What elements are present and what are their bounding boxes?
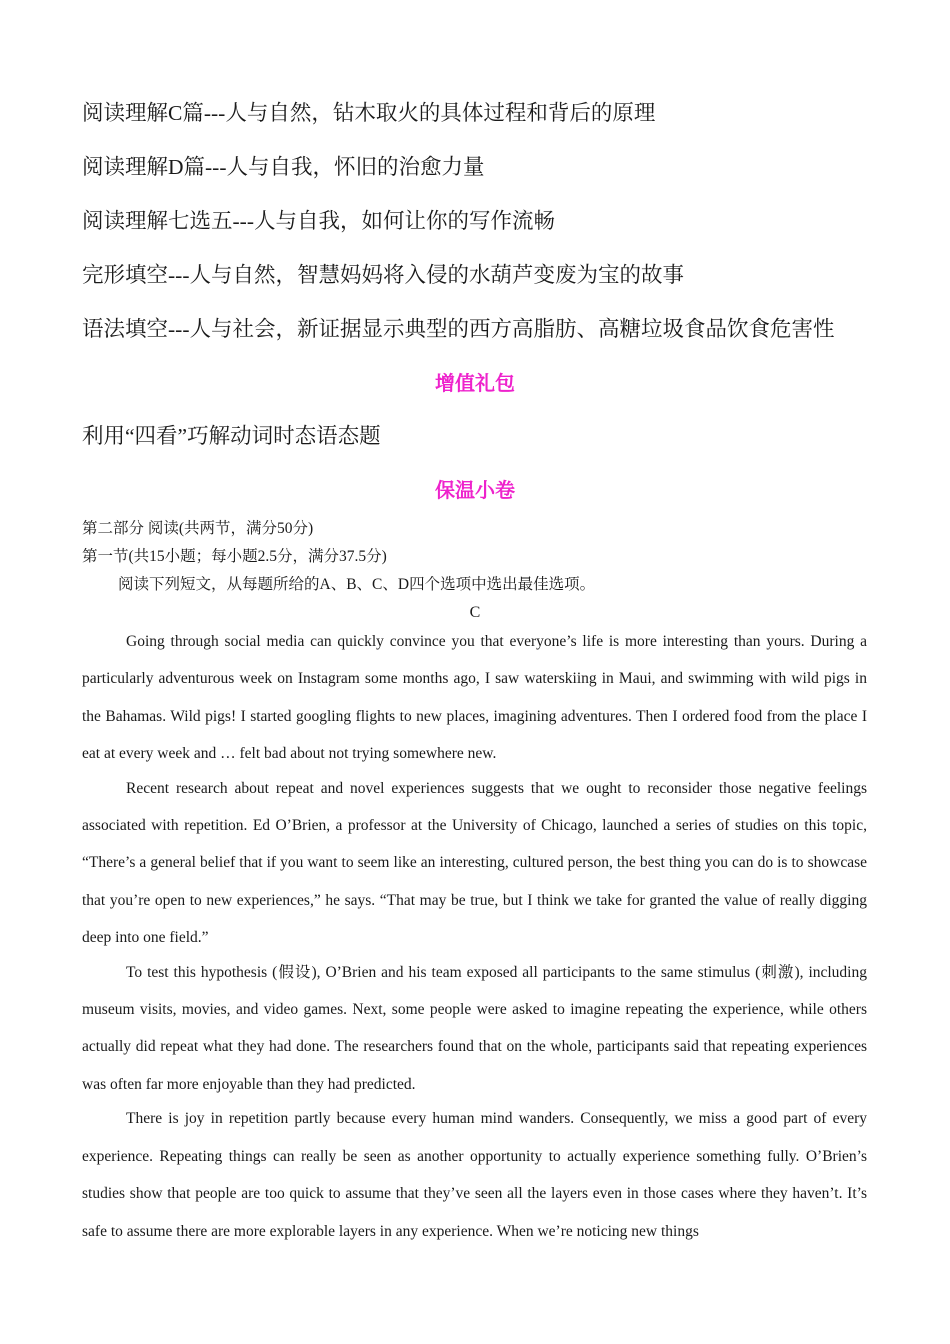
outline-item-cloze: 完形填空---人与自然，智慧妈妈将入侵的水葫芦变废为宝的故事 xyxy=(82,263,684,287)
passage-paragraph: Going through social media can quickly convince you that everyone’s life is more interesting than yours. During a particularly adventurous week on Instagram some months ago, I saw waterskiing in Maui, and swimming with wild pigs in the Bahamas. Wild pigs! I started googling flights to new places, imagining adventures. Then I ordered food from the place I eat at every week and … felt bad about not trying somewhere new. xyxy=(82,633,867,763)
outline-item-reading-d: 阅读理解D篇---人与自我，怀旧的治愈力量 xyxy=(82,155,485,179)
gift-item: 利用“四看”巧解动词时态语态题 xyxy=(82,424,381,448)
gift-heading: 增值礼包 xyxy=(435,371,515,395)
quiz-instruction: 阅读下列短文，从每题所给的A、B、C、D四个选项中选出最佳选项。 xyxy=(118,576,596,593)
passage-label: C xyxy=(469,604,481,621)
outline-item-grammar-fill: 语法填空---人与社会，新证据显示典型的西方高脂肪、高糖垃圾食品饮食危害性 xyxy=(82,317,835,341)
passage-paragraph: There is joy in repetition partly because every human mind wanders. Consequently, we miss a good part of every experience. Repeating things can really be seen as another opportunity to actually experience something fully. O’Brien’s studies show that people are too quick to assume that they’ve seen all the layers even in those cases where they haven’t. It’s safe to assume there are more explorable layers in any experience. When we’re noticing new things xyxy=(82,1110,867,1240)
passage-paragraph: To test this hypothesis (假设), O’Brien and his team exposed all participants to the same stimulus (刺激), including museum visits, movies, and video games. Next, some people were asked to imagine repeating the experience, while others actually did repeat what they had done. The researchers found that on the whole, participants said that repeating experiences was often far more enjoyable than they had predicted. xyxy=(82,963,867,1093)
quiz-heading: 保温小卷 xyxy=(435,478,515,502)
passage-paragraph: Recent research about repeat and novel experiences suggests that we ought to reconsider those negative feelings associated with repetition. Ed O’Brien, a professor at the University of Chicago, launched a series of studies on this topic, “There’s a general belief that if you want to seem like an interesting, cultured person, the best thing you can do is to showcase that you’re open to new experiences,” he says. “That may be true, but I think we take for granted the value of really digging deep into one field.” xyxy=(82,779,867,947)
outline-item-seven-choose-five: 阅读理解七选五---人与自我，如何让你的写作流畅 xyxy=(82,209,555,233)
passage-body xyxy=(82,623,867,1247)
quiz-part-title: 第二部分 阅读(共两节，满分50分) xyxy=(82,520,314,537)
quiz-section-title: 第一节(共15小题；每小题2.5分，满分37.5分) xyxy=(82,548,387,565)
outline-item-reading-c: 阅读理解C篇---人与自然，钻木取火的具体过程和背后的原理 xyxy=(82,101,656,125)
